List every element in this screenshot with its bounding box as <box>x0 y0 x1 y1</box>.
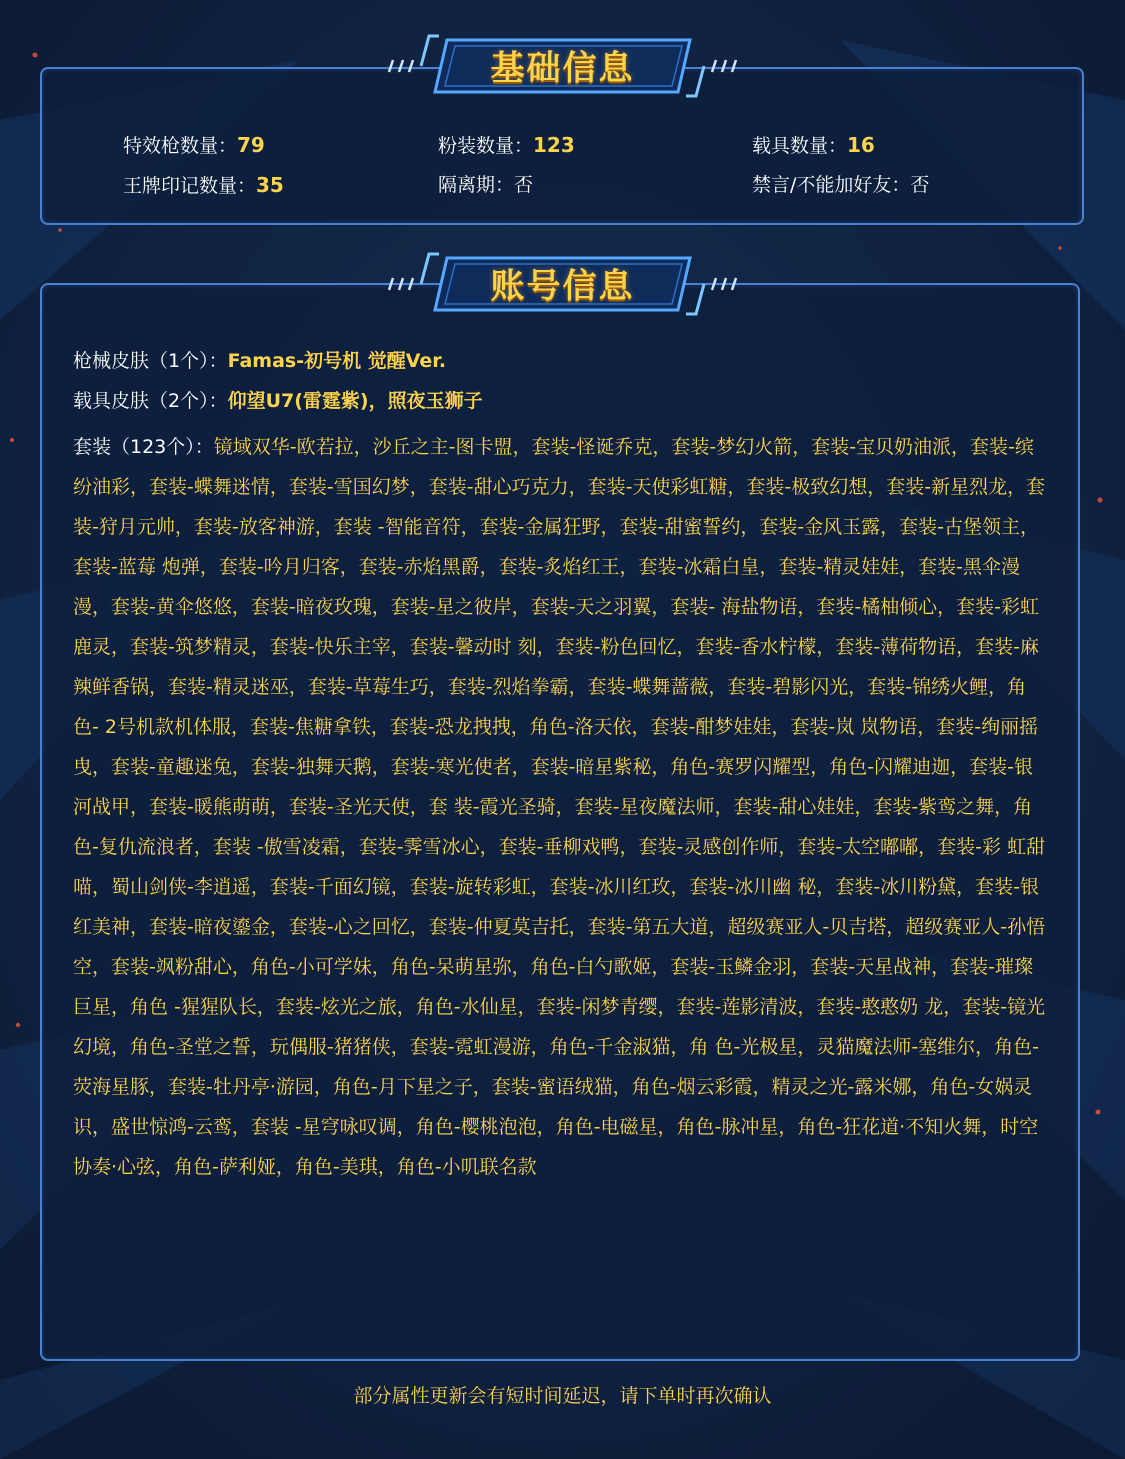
stat-value: 否 <box>910 174 930 196</box>
gun-skins-value: Famas-初号机 觉醒Ver. <box>227 350 447 372</box>
basic-info-title: 基础信息 <box>490 48 635 89</box>
stat-value: 16 <box>847 133 875 157</box>
vehicle-skins-line <box>73 388 483 414</box>
basic-info-header <box>385 34 740 98</box>
stat-label: 隔离期： <box>438 174 515 196</box>
stat-value: 79 <box>237 133 265 157</box>
pink-outfit-count <box>438 132 575 159</box>
vehicle-skins-label: 载具皮肤（2个）： <box>73 390 228 412</box>
stat-label: 粉装数量： <box>438 135 534 157</box>
stat-value: 35 <box>256 173 284 197</box>
suits-value: 镜域双华-欧若拉，沙丘之主-图卡盟，套装-怪诞乔克，套装-梦幻火箭，套装-宝贝奶油派，套装-缤纷油彩，套装-蝶舞迷情，套装-雪国幻梦，套装-甜心巧克力，套装-天使彩虹糖，套装-极致幻想，套装-新星烈龙，套装-狩月元帅，套装-放客神游，套装 -智能音符，套装-金属狂野，套装-甜蜜誓约，套装-金风玉露，套装-古堡领主，套装-蓝莓 炮弹，套装-吟月归客，套装-赤焰黑爵，套装-炙焰红王，套装-冰霜白皇，套装-精灵娃娃，套装-黑伞漫漫，套装-黄伞悠悠，套装-暗夜玫瑰，套装-星之彼岸，套装-天之羽翼，套装- 海盐物语，套装-橘柚倾心，套装-彩虹鹿灵，套装-筑梦精灵，套装-快乐主宰，套装-馨动时 刻，套装-粉色回忆，套装-香水柠檬，套装-薄荷物语，套装-麻辣鲜香锅，套装-精灵迷巫，套装-草莓生巧，套装-烈焰拳霸，套装-蝶舞蔷薇，套装-碧影闪光，套装-锦绣火鲤，角色- 2号机款机体服，套装-焦糖拿铁，套装-恐龙拽拽，角色-洛天依，套装-酣梦娃娃，套装-岚 岚物语，套装-绚丽摇曳，套装-童趣迷兔，套装-独舞天鹅，套装-寒光使者，套装-暗星紫秘，角色-赛罗闪耀型，角色-闪耀迪迦，套装-银河战甲，套装-暖熊萌萌，套装-圣光天使，套 装-霞光圣骑，套装-星夜魔法师，套装-甜心娃娃，套装-紫鸾之舞，角色-复仇流浪者，套装 -傲雪凌霜，套装-霁雪冰心，套装-垂柳戏鸭，套装-灵感创作师，套装-太空嘟嘟，套装-彩 虹甜喵，蜀山剑侠-李逍遥，套装-千面幻镜，套装-旋转彩虹，套装-冰川红玫，套装-冰川幽 秘，套装-冰川粉黛，套装-银红美神，套装-暗夜鎏金，套装-心之回忆，套装-仲夏莫吉托，套装-第五大道，超级赛亚人-贝吉塔，超级赛亚人-孙悟空，套装-飒粉甜心，角色-小可学妹，角色-呆萌星弥，角色-白勺歌姬，套装-玉鳞金羽，套装-天星战神，套装-璀璨巨星，角色 -猩猩队长，套装-炫光之旅，角色-水仙星，套装-闲梦青缨，套装-莲影清波，套装-憨憨奶 龙，套装-镜光幻境，角色-圣堂之誓，玩偶服-猪猪侠，套装-霓虹漫游，角色-千金淑猫，角 色-光极星，灵猫魔法师-塞维尔，角色-荧海星豚，套装-牡丹亭·游园，角色-月下星之子，套装-蜜语绒猫，角色-烟云彩霞，精灵之光-露米娜，角色-女娲灵识，盛世惊鸿-云鸾，套装 -星穹咏叹调，角色-樱桃泡泡，角色-电磁星，角色-脉冲星，角色-狂花道·不知火舞，时空 协奏·心弦，角色-萨利娅，角色-美琪，角色-小叽联名款 <box>73 436 1046 1178</box>
footer-note: 部分属性更新会有短时间延迟，请下单时再次确认 <box>353 1385 772 1407</box>
special-gun-count <box>123 132 265 159</box>
ace-mark-count <box>123 172 284 199</box>
stat-label: 王牌印记数量： <box>123 175 257 197</box>
stat-value: 否 <box>514 174 534 196</box>
stat-value: 123 <box>533 133 575 157</box>
vehicle-count <box>752 132 875 159</box>
account-info-title: 账号信息 <box>490 266 635 307</box>
account-info-header <box>385 252 740 316</box>
suits-list <box>73 427 1048 1187</box>
stat-label: 载具数量： <box>752 135 848 157</box>
suits-label: 套装（123个）： <box>73 436 214 458</box>
stat-label: 禁言/不能加好友： <box>752 174 911 196</box>
mute-status <box>752 172 929 198</box>
gun-skins-line <box>73 348 446 374</box>
stat-label: 特效枪数量： <box>123 135 238 157</box>
gun-skins-label: 枪械皮肤（1个）： <box>73 350 228 372</box>
quarantine-status <box>438 172 533 198</box>
vehicle-skins-value: 仰望U7(雷霆紫)，照夜玉狮子 <box>227 390 483 412</box>
